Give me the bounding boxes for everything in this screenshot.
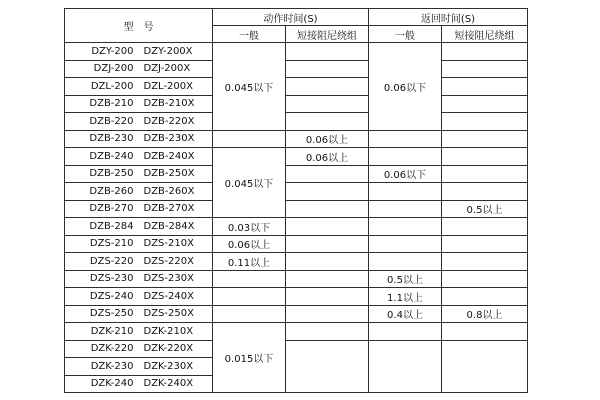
return-general-cell <box>369 340 442 393</box>
model-name: DZB-240 <box>89 150 134 162</box>
model-name-x: DZL-200X <box>143 80 193 92</box>
action-damping-cell <box>286 165 369 183</box>
return-damping-cell <box>442 148 528 166</box>
model-cell <box>65 253 213 271</box>
model-cell <box>65 270 213 288</box>
header-return-time: 返回时间(S) <box>369 9 528 26</box>
table-row <box>65 165 528 183</box>
model-name: DZK-220 <box>90 343 134 355</box>
model-name: DZY-200 <box>91 45 134 57</box>
model-cell <box>65 305 213 323</box>
table-row <box>65 340 528 358</box>
model-name: DZK-210 <box>90 325 134 337</box>
return-damping-cell: 0.8以上 <box>442 305 528 323</box>
action-general-cell <box>213 288 286 306</box>
action-damping-cell <box>286 218 369 236</box>
model-name: DZS-220 <box>89 255 134 267</box>
table-row <box>65 235 528 253</box>
return-damping-cell <box>442 113 528 131</box>
return-damping-cell <box>442 165 528 183</box>
return-damping-cell <box>442 270 528 288</box>
model-cell <box>65 200 213 218</box>
table-row <box>65 43 528 61</box>
return-damping-cell <box>442 253 528 271</box>
return-general-cell <box>369 148 442 166</box>
action-damping-cell <box>286 340 369 393</box>
model-name: DZJ-200 <box>93 63 134 75</box>
action-general-cell: 0.045以下 <box>213 148 286 218</box>
return-damping-cell <box>442 288 528 306</box>
model-name-x: DZS-240X <box>143 290 194 302</box>
model-cell <box>65 95 213 113</box>
table-row <box>65 270 528 288</box>
model-name-x: DZS-230X <box>143 273 194 285</box>
model-name-x: DZK-230X <box>143 360 194 372</box>
model-name: DZB-250 <box>89 168 134 180</box>
return-damping-cell <box>442 95 528 113</box>
model-cell <box>65 358 213 376</box>
table-row <box>65 113 528 131</box>
return-general-cell: 0.06以下 <box>369 43 442 131</box>
action-damping-cell: 0.06以上 <box>286 148 369 166</box>
action-damping-cell <box>286 288 369 306</box>
model-cell <box>65 323 213 341</box>
action-damping-cell: 0.06以上 <box>286 130 369 148</box>
model-name: DZK-230 <box>90 360 134 372</box>
model-name: DZL-200 <box>90 80 134 92</box>
header-action-damping: 短接阻尼绕组 <box>286 26 369 43</box>
model-name: DZK-240 <box>90 378 134 390</box>
model-cell <box>65 43 213 61</box>
model-cell <box>65 183 213 201</box>
return-general-cell <box>369 130 442 148</box>
return-general-cell <box>369 183 442 201</box>
model-cell <box>65 78 213 96</box>
model-name: DZB-260 <box>89 185 134 197</box>
model-cell <box>65 375 213 393</box>
action-damping-cell <box>286 183 369 201</box>
model-cell <box>65 60 213 78</box>
model-name: DZS-250 <box>89 308 134 320</box>
model-cell <box>65 113 213 131</box>
model-name: DZB-230 <box>89 133 134 145</box>
table-row <box>65 288 528 306</box>
return-damping-cell <box>442 43 528 61</box>
table-row <box>65 323 528 341</box>
model-cell <box>65 130 213 148</box>
table-row <box>65 183 528 201</box>
model-name-x: DZK-220X <box>143 343 194 355</box>
model-name-x: DZJ-200X <box>143 63 191 75</box>
model-name: DZS-210 <box>89 238 134 250</box>
header-action-time: 动作时间(S) <box>213 9 369 26</box>
header-model: 型 号 <box>65 9 213 43</box>
model-name-x: DZY-200X <box>143 45 193 57</box>
model-cell <box>65 218 213 236</box>
model-cell <box>65 165 213 183</box>
return-damping-cell <box>442 130 528 148</box>
table-row <box>65 60 528 78</box>
header-action-general: 一般 <box>213 26 286 43</box>
return-damping-cell <box>442 340 528 393</box>
model-name: DZS-230 <box>89 273 134 285</box>
action-damping-cell <box>286 270 369 288</box>
model-cell <box>65 148 213 166</box>
action-general-cell <box>213 305 286 323</box>
action-general-cell: 0.045以下 <box>213 43 286 131</box>
model-name-x: DZK-240X <box>143 378 194 390</box>
return-general-cell <box>369 200 442 218</box>
action-general-cell: 0.11以上 <box>213 253 286 271</box>
model-name-x: DZB-260X <box>143 185 195 197</box>
return-damping-cell <box>442 183 528 201</box>
return-general-cell: 0.06以下 <box>369 165 442 183</box>
return-general-cell <box>369 235 442 253</box>
table-row <box>65 200 528 218</box>
model-name-x: DZB-230X <box>143 133 195 145</box>
action-damping-cell <box>286 60 369 78</box>
action-general-cell: 0.015以下 <box>213 323 286 393</box>
action-general-cell: 0.03以下 <box>213 218 286 236</box>
return-general-cell <box>369 323 442 341</box>
model-name-x: DZS-210X <box>143 238 194 250</box>
model-name: DZB-220 <box>89 115 134 127</box>
return-damping-cell <box>442 235 528 253</box>
table-row <box>65 253 528 271</box>
return-general-cell: 0.4以上 <box>369 305 442 323</box>
model-name: DZB-284 <box>89 220 134 232</box>
return-general-cell: 0.5以上 <box>369 270 442 288</box>
action-damping-cell <box>286 253 369 271</box>
action-damping-cell <box>286 200 369 218</box>
model-name-x: DZB-210X <box>143 98 195 110</box>
return-general-cell <box>369 253 442 271</box>
action-general-cell <box>213 130 286 148</box>
return-damping-cell <box>442 78 528 96</box>
action-general-cell: 0.06以上 <box>213 235 286 253</box>
model-name-x: DZB-270X <box>143 203 195 215</box>
model-name: DZB-270 <box>89 203 134 215</box>
model-name-x: DZS-250X <box>143 308 194 320</box>
return-damping-cell <box>442 323 528 341</box>
header-return-general: 一般 <box>369 26 442 43</box>
model-cell <box>65 340 213 358</box>
model-name-x: DZS-220X <box>143 255 194 267</box>
model-cell <box>65 235 213 253</box>
model-name-x: DZB-220X <box>143 115 195 127</box>
table-row <box>65 148 528 166</box>
table-row <box>65 305 528 323</box>
model-cell <box>65 288 213 306</box>
return-general-cell: 1.1以上 <box>369 288 442 306</box>
model-name-x: DZB-240X <box>143 150 195 162</box>
table-row <box>65 218 528 236</box>
model-name-x: DZB-250X <box>143 168 195 180</box>
action-damping-cell <box>286 78 369 96</box>
action-damping-cell <box>286 235 369 253</box>
return-general-cell <box>369 218 442 236</box>
table-row <box>65 95 528 113</box>
table-row <box>65 78 528 96</box>
model-name-x: DZK-210X <box>143 325 194 337</box>
header-return-damping: 短接阻尼绕组 <box>442 26 528 43</box>
return-damping-cell <box>442 218 528 236</box>
model-name: DZB-210 <box>89 98 134 110</box>
action-damping-cell <box>286 95 369 113</box>
return-damping-cell: 0.5以上 <box>442 200 528 218</box>
action-general-cell <box>213 270 286 288</box>
spec-table <box>64 8 528 393</box>
table-row <box>65 130 528 148</box>
action-damping-cell <box>286 323 369 341</box>
return-damping-cell <box>442 60 528 78</box>
action-damping-cell <box>286 113 369 131</box>
model-name: DZS-240 <box>89 290 134 302</box>
action-damping-cell <box>286 305 369 323</box>
model-name-x: DZB-284X <box>143 220 195 232</box>
action-damping-cell <box>286 43 369 61</box>
